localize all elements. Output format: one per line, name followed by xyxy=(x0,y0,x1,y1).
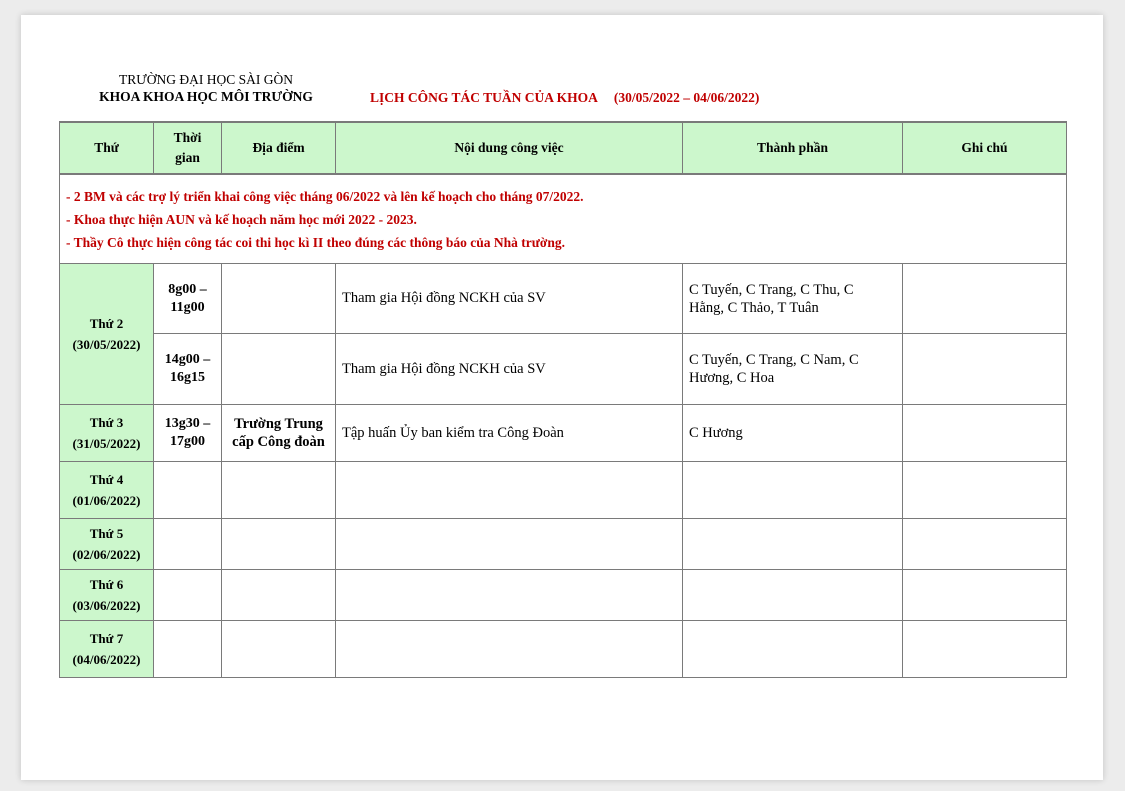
members-cell: C Hương xyxy=(683,405,903,462)
notes-row xyxy=(60,174,1067,264)
note-line: - 2 BM và các trợ lý triển khai công việc tháng 06/2022 và lên kế hoạch cho tháng 07/2022. xyxy=(66,188,584,204)
day-cell: Thứ 5 (02/06/2022) xyxy=(60,519,154,570)
location-cell xyxy=(222,264,336,334)
note-line: - Thầy Cô thực hiện công tác coi thi học kì II theo đúng các thông báo của Nhà trường. xyxy=(66,234,565,250)
content-cell xyxy=(336,570,683,621)
date-range: (30/05/2022 – 04/06/2022) xyxy=(613,90,760,105)
note-cell xyxy=(903,405,1067,462)
table-row xyxy=(60,334,1067,405)
content-cell: Tập huấn Ủy ban kiểm tra Công Đoàn xyxy=(336,405,683,462)
content-cell: Tham gia Hội đồng NCKH của SV xyxy=(336,264,683,334)
content-cell xyxy=(336,519,683,570)
content-cell xyxy=(336,621,683,678)
table-row xyxy=(60,462,1067,519)
location-cell xyxy=(222,334,336,405)
table-row xyxy=(60,264,1067,334)
content-cell: Tham gia Hội đồng NCKH của SV xyxy=(336,334,683,405)
members-cell xyxy=(683,570,903,621)
note-cell xyxy=(903,264,1067,334)
table-row xyxy=(60,570,1067,621)
note-cell xyxy=(903,462,1067,519)
table-row xyxy=(60,519,1067,570)
note-cell xyxy=(903,519,1067,570)
document-page xyxy=(21,15,1103,780)
members-cell xyxy=(683,621,903,678)
time-cell xyxy=(154,621,222,678)
note-cell xyxy=(903,570,1067,621)
day-cell: Thứ 4 (01/06/2022) xyxy=(60,462,154,519)
time-cell xyxy=(154,519,222,570)
time-cell: 14g00 – 16g15 xyxy=(154,334,222,405)
note-line: - Khoa thực hiện AUN và kế hoạch năm học mới 2022 - 2023. xyxy=(66,211,417,227)
time-cell xyxy=(154,570,222,621)
members-cell xyxy=(683,462,903,519)
col-header-members: Thành phần xyxy=(683,122,903,174)
day-cell: Thứ 7 (04/06/2022) xyxy=(60,621,154,678)
faculty-name: KHOA KHOA HỌC MÔI TRƯỜNG xyxy=(99,89,313,104)
members-cell: C Tuyến, C Trang, C Thu, C Hằng, C Thảo, T Tuân xyxy=(683,264,903,334)
notes-cell xyxy=(60,174,1067,264)
col-header-content: Nội dung công việc xyxy=(336,122,683,174)
time-cell xyxy=(154,462,222,519)
time-cell: 13g30 – 17g00 xyxy=(154,405,222,462)
col-header-note: Ghi chú xyxy=(903,122,1067,174)
day-cell: Thứ 2 (30/05/2022) xyxy=(60,264,154,405)
location-cell: Trường Trung cấp Công đoàn xyxy=(222,405,336,462)
time-cell: 8g00 – 11g00 xyxy=(154,264,222,334)
content-cell xyxy=(336,462,683,519)
location-cell xyxy=(222,462,336,519)
members-cell xyxy=(683,519,903,570)
table-row xyxy=(60,405,1067,462)
letterhead xyxy=(81,71,331,105)
table-header-row xyxy=(60,122,1067,174)
location-cell xyxy=(222,570,336,621)
note-cell xyxy=(903,621,1067,678)
day-cell: Thứ 6 (03/06/2022) xyxy=(60,570,154,621)
table-row xyxy=(60,621,1067,678)
location-cell xyxy=(222,519,336,570)
note-cell xyxy=(903,334,1067,405)
school-name: TRƯỜNG ĐẠI HỌC SÀI GÒN xyxy=(119,72,293,87)
col-header-location: Địa điểm xyxy=(222,122,336,174)
col-header-time: Thời gian xyxy=(154,122,222,174)
title-text: LỊCH CÔNG TÁC TUẦN CỦA KHOA xyxy=(370,90,598,105)
col-header-day: Thứ xyxy=(60,122,154,174)
schedule-table xyxy=(59,121,1067,678)
day-cell: Thứ 3 (31/05/2022) xyxy=(60,405,154,462)
members-cell: C Tuyến, C Trang, C Nam, C Hương, C Hoa xyxy=(683,334,903,405)
location-cell xyxy=(222,621,336,678)
schedule-title xyxy=(370,90,759,106)
